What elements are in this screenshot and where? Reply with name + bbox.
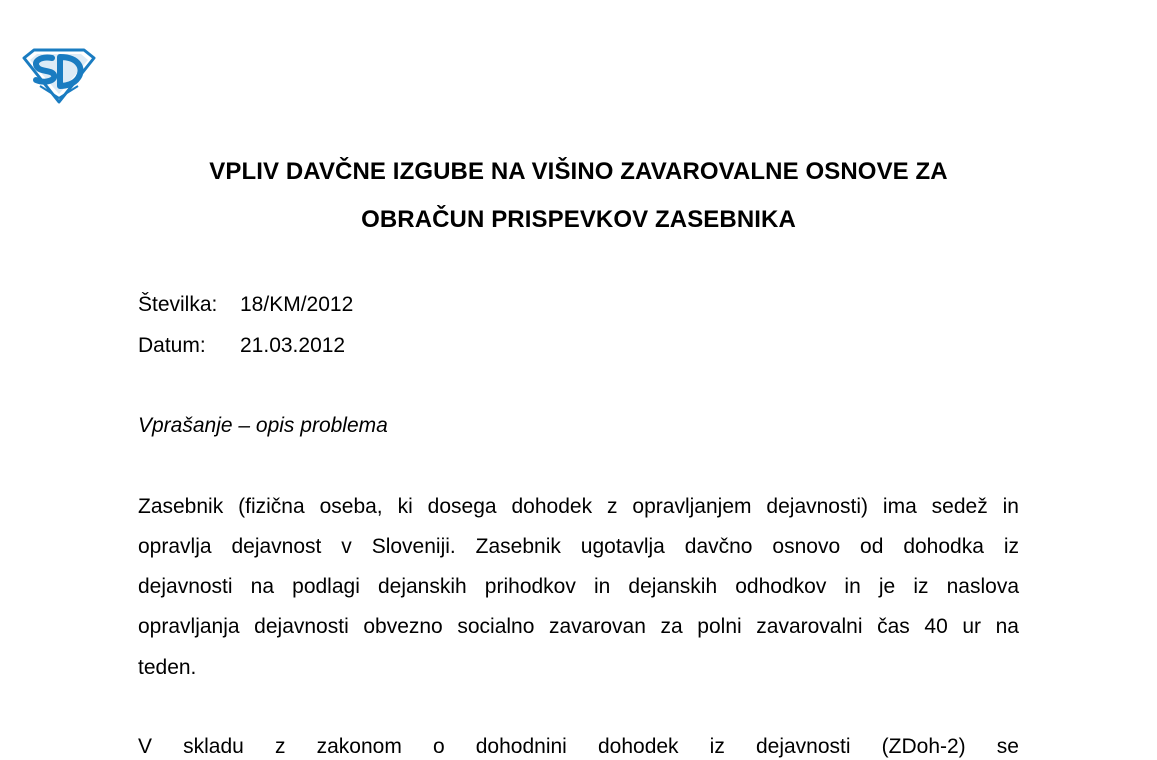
document-date-row <box>138 333 345 359</box>
paragraph-line: V skladu z zakonom o dohodnini dohodek iz dejavnosti (ZDoh-2) se <box>138 735 1019 758</box>
paragraph-line: opravlja dejavnost v Sloveniji. Zasebnik ugotavlja davčno osnovo od dohodka iz <box>138 535 1019 558</box>
document-number-value: 18/KM/2012 <box>240 293 354 316</box>
document-date-value: 21.03.2012 <box>240 334 346 357</box>
paragraph-line: opravljanja dejavnosti obvezno socialno zavarovan za polni zavarovalni čas 40 ur na <box>138 615 1019 638</box>
document-date-label: Datum: <box>138 334 206 357</box>
company-logo-icon <box>22 48 96 104</box>
document-number-row <box>138 292 353 318</box>
paragraph-line: teden. <box>138 656 197 679</box>
document-title-line-1: VPLIV DAVČNE IZGUBE NA VIŠINO ZAVAROVALNE OSNOVE ZA <box>209 158 948 185</box>
section-heading: Vprašanje – opis problema <box>138 414 388 437</box>
paragraph-line: dejavnosti na podlagi dejanskih prihodkov in dejanskih odhodkov in je iz naslova <box>138 575 1019 598</box>
document-number-label: Številka: <box>138 293 218 316</box>
paragraph-line: Zasebnik (fizična oseba, ki dosega dohodek z opravljanjem dejavnosti) ima sedež in <box>138 495 1019 518</box>
document-title-line-2: OBRAČUN PRISPEVKOV ZASEBNIKA <box>361 206 796 233</box>
